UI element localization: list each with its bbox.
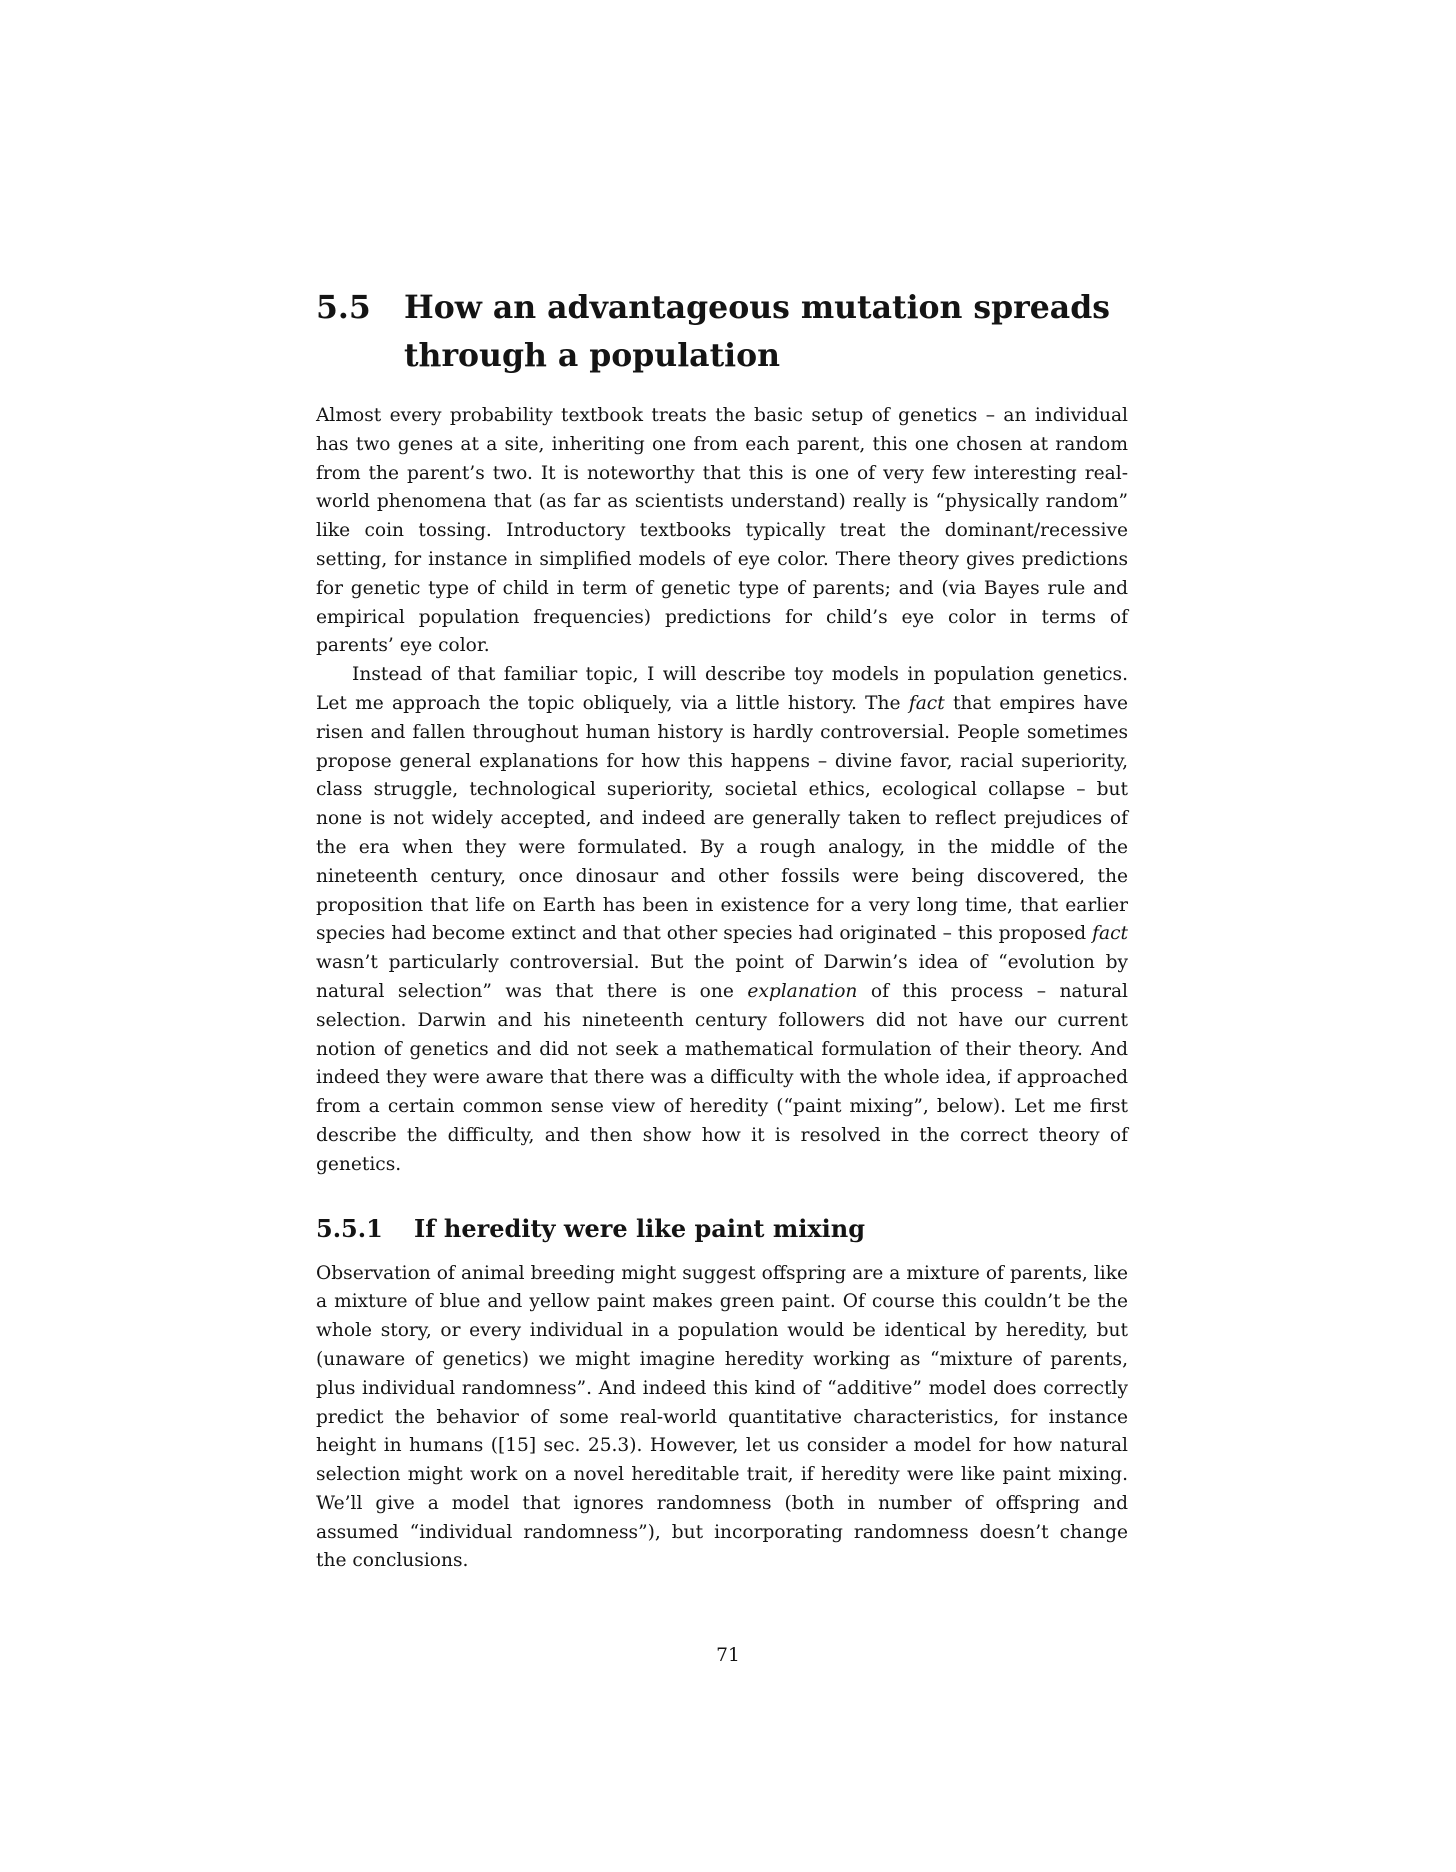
paragraph-history-text-1: Instead of that familiar topic, I will describe toy models in population genetics. Let me approach the topic obliquely, via a little history. The [316,664,1128,714]
subsection-heading [316,1212,1128,1246]
emphasis-fact-1: fact [908,692,945,714]
paragraph-paint-mixing: Observation of animal breeding might suggest offspring are a mixture of parents, like a mixture of blue and yellow paint makes green paint. Of course this couldn’t be the whole story, or every individual in a population would be identical by heredity, but (unaware of genetics) we might imagine heredity working as “mixture of parents, plus individual randomness”. And indeed this kind of “additive” model does correctly predict the behavior of some real-world quantitative characteristics, for instance height in humans ([15] sec. 25.3). However, let us consider a model for how natural selection might work on a novel hereditable trait, if heredity were like paint mixing. We’ll give a model that ignores randomness (both in number of offspring and assumed “individual randomness”), but incorporating randomness doesn’t change the conclusions. [316,1262,1128,1572]
paragraph-history-text-3: wasn’t particularly controversial. But the point of Darwin’s idea of “evolution by natural selection” was that there is one [316,952,1128,1002]
section-title: How an advantageous mutation spreads through a population [404,289,1110,374]
subsection-number: 5.5.1 [316,1213,383,1243]
page-content [316,284,1128,1576]
paragraph-history [316,661,1128,1179]
paragraph-intro: Almost every probability textbook treats the basic setup of genetics – an individual has two genes at a site, inheriting one from each parent, this one chosen at random from the parent’s two. It is noteworthy that this is one of very few interesting real-world phenomena that (as far as scientists understand) really is “physically random” like coin tossing. Introductory textbooks typically treat the dominant/recessive setting, for instance in simplified models of eye color. There theory gives predictions for genetic type of child in term of genetic type of parents; and (via Bayes rule and empirical population frequencies) predictions for child’s eye color in terms of parents’ eye color. [316,405,1128,657]
emphasis-explanation: explanation [747,980,858,1002]
paragraph-history-text-2: that empires have risen and fallen throughout human history is hardly controversial. People sometimes propose general explanations for how this happens – divine favor, racial superiority, class struggle, technological superiority, societal ethics, ecological collapse – but none is not widely accepted, and indeed are generally taken to reflect prejudices of the era when they were formulated. By a rough analogy, in the middle of the nineteenth century, once dinosaur and other fossils were being discovered, the proposition that life on Earth has been in existence for a very long time, that earlier species had become extinct and that other species had originated – this proposed [316,692,1128,945]
subsection-title: If heredity were like paint mixing [414,1213,866,1243]
paragraph-history-text-4: of this process – natural selection. Darwin and his nineteenth century followers did not have our current notion of genetics and did not seek a mathematical formulation of their theory. And indeed they were aware that there was a difficulty with the whole idea, if approached from a certain common sense view of heredity (“paint mixing”, below). Let me first describe the difficulty, and then show how it is resolved in the correct theory of genetics. [316,980,1129,1175]
page-number: 71 [716,1645,740,1666]
section-heading [316,284,1128,380]
emphasis-fact-2: fact [1092,923,1128,945]
section-number: 5.5 [316,289,371,326]
